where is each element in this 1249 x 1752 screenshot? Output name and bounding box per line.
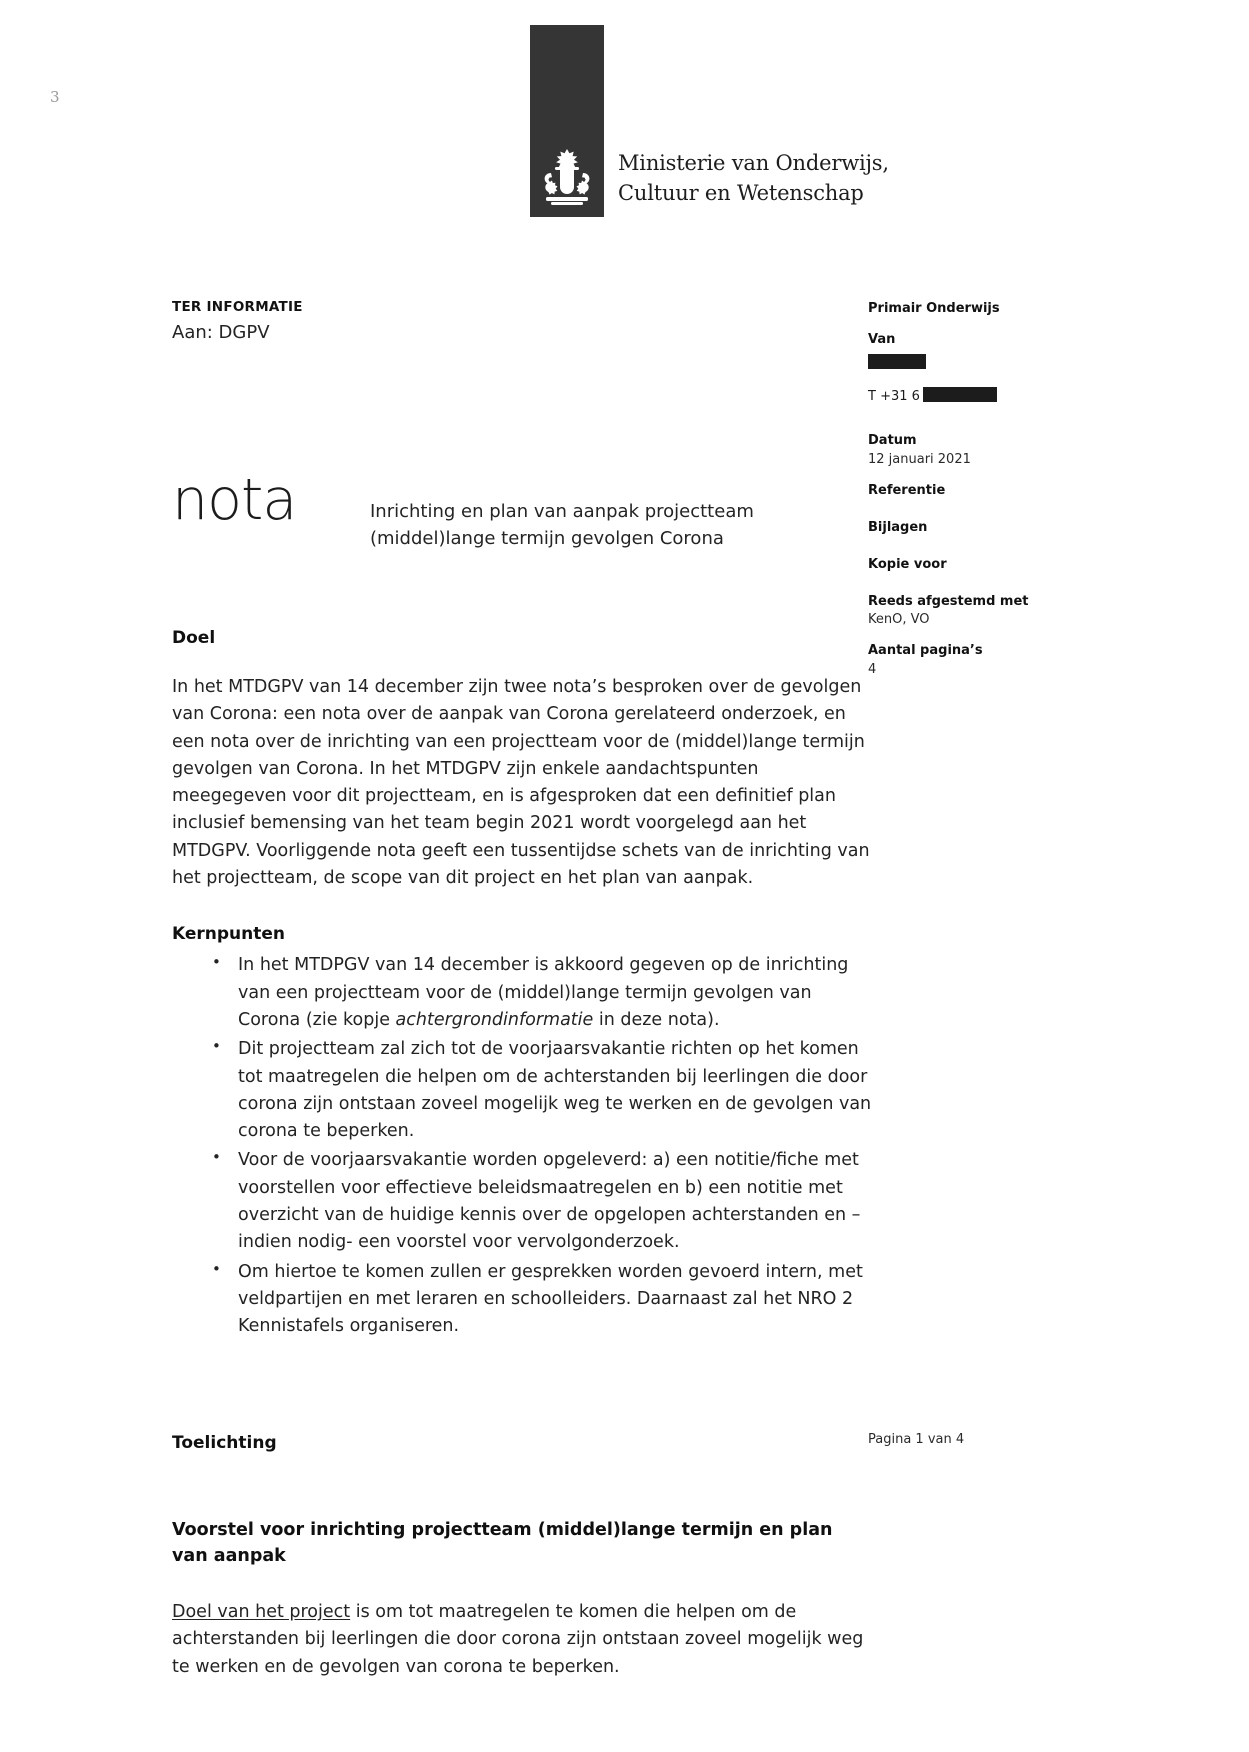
section-spacer	[172, 1479, 872, 1517]
list-item	[238, 952, 872, 1034]
addressee-block	[172, 299, 592, 343]
meta-attachments	[868, 519, 1138, 538]
meta-page-count	[868, 642, 1138, 680]
page-footer: Pagina 1 van 4	[868, 1432, 965, 1447]
redacted-phone-bar	[923, 387, 997, 402]
document-subtitle: Inrichting en plan van aanpak projectteam (middel)lange termijn gevolgen Corona	[370, 501, 754, 550]
document-meta-column	[868, 300, 1138, 692]
meta-department	[868, 300, 1138, 319]
ministry-logo-block	[530, 25, 950, 220]
aligned-with-value: KenO, VO	[868, 612, 930, 628]
date-label: Datum	[868, 433, 917, 449]
heading-doel: Doel	[172, 628, 216, 648]
paragraph-project-goal	[172, 1599, 872, 1681]
meta-reference	[868, 482, 1138, 501]
distribution-kicker: TER INFORMATIE	[172, 299, 303, 315]
meta-copy-to	[868, 556, 1138, 575]
paragraph-doel: In het MTDGPV van 14 december zijn twee nota’s besproken over de gevolgen van Corona: een nota over de aanpak van Corona gerelateerd onderzoek, en een nota over de inrichting van een projectteam voor de (middel)lange termijn gevolgen van Corona. In het MTDGPV zijn enkele aandachtspunten meegegeven voor dit projectteam, en is afgesproken dat een definitief plan inclusief bemensing van het team begin 2021 wordt voorgelegd aan het MTDGPV. Voorliggende nota geeft een tussentijdse schets van de inrichting van het projectteam, de scope van dit project en het plan van aanpak.	[172, 677, 870, 889]
page-count-label: Aantal pagina’s	[868, 643, 983, 659]
department-value: Primair Onderwijs	[868, 301, 1000, 316]
project-goal-rest: is om tot maatregelen te komen die helpen om de achterstanden bij leerlingen die door corona zijn ontstaan zoveel mogelijk weg te werken en de gevolgen van corona te beperken.	[172, 1602, 864, 1677]
addressee-recipient: Aan: DGPV	[172, 322, 270, 343]
scan-page-stamp: 3	[50, 88, 60, 106]
kernpunten-list	[172, 952, 872, 1340]
bullet-text-before: In het MTDPGV van 14 december is akkoord gegeven op de inrichting van een projectteam voor de (middel)lange termijn gevolgen van Corona (zie kopje	[238, 955, 849, 1030]
heading-toelichting: Toelichting	[172, 1432, 277, 1453]
document-type-title: nota	[172, 467, 297, 533]
section-spacer	[172, 1375, 872, 1433]
bullet-text-italic: achtergrondinformatie	[395, 1009, 594, 1030]
aligned-with-label: Reeds afgestemd met	[868, 593, 1029, 609]
copy-to-label: Kopie voor	[868, 556, 947, 572]
list-item	[238, 1147, 872, 1256]
reference-label: Referentie	[868, 483, 946, 499]
redacted-name-bar	[868, 354, 926, 369]
heading-voorstel: Voorstel voor inrichting projectteam (middel)lange termijn en plan van aanpak	[172, 1519, 833, 1566]
date-value: 12 januari 2021	[868, 452, 971, 468]
meta-aligned-with	[868, 593, 1138, 631]
bullet-text-before: Voor de voorjaarsvakantie worden opgeleverd: a) een notitie/fiche met voorstellen voor effectieve beleidsmaatregelen en b) een notitie met overzicht van de huidige kennis over de opgelopen achterstanden en – indien nodig- een voorstel voor vervolgonderzoek.	[238, 1150, 861, 1253]
phone-line	[868, 387, 1138, 407]
ministry-name: Ministerie van Onderwijs, Cultuur en Wetenschap	[618, 151, 889, 205]
attachments-label: Bijlagen	[868, 519, 928, 535]
list-item	[238, 1036, 872, 1145]
bullet-text-after: in deze nota).	[593, 1009, 720, 1030]
document-body	[172, 628, 872, 1713]
bullet-text-before: Dit projectteam zal zich tot de voorjaarsvakantie richten op het komen tot maatregelen die helpen om de achterstanden bij leerlingen die door corona zijn ontstaan zoveel mogelijk weg te werken en de gevolgen van corona te beperken.	[238, 1039, 872, 1142]
from-label: Van	[868, 331, 896, 347]
meta-date	[868, 432, 1138, 470]
list-item	[238, 1259, 872, 1341]
project-goal-underlined: Doel van het project	[172, 1602, 351, 1623]
bullet-text-before: Om hiertoe te komen zullen er gesprekken worden gevoerd intern, met veldpartijen en met leraren en schoolleiders. Daarnaast zal het NRO 2 Kennistafels organiseren.	[238, 1261, 863, 1337]
meta-from	[868, 331, 1138, 407]
page-count-value: 4	[868, 662, 877, 678]
dutch-coat-of-arms-icon	[538, 147, 596, 209]
heading-kernpunten: Kernpunten	[172, 924, 286, 945]
phone-prefix: T +31 6	[868, 388, 920, 404]
